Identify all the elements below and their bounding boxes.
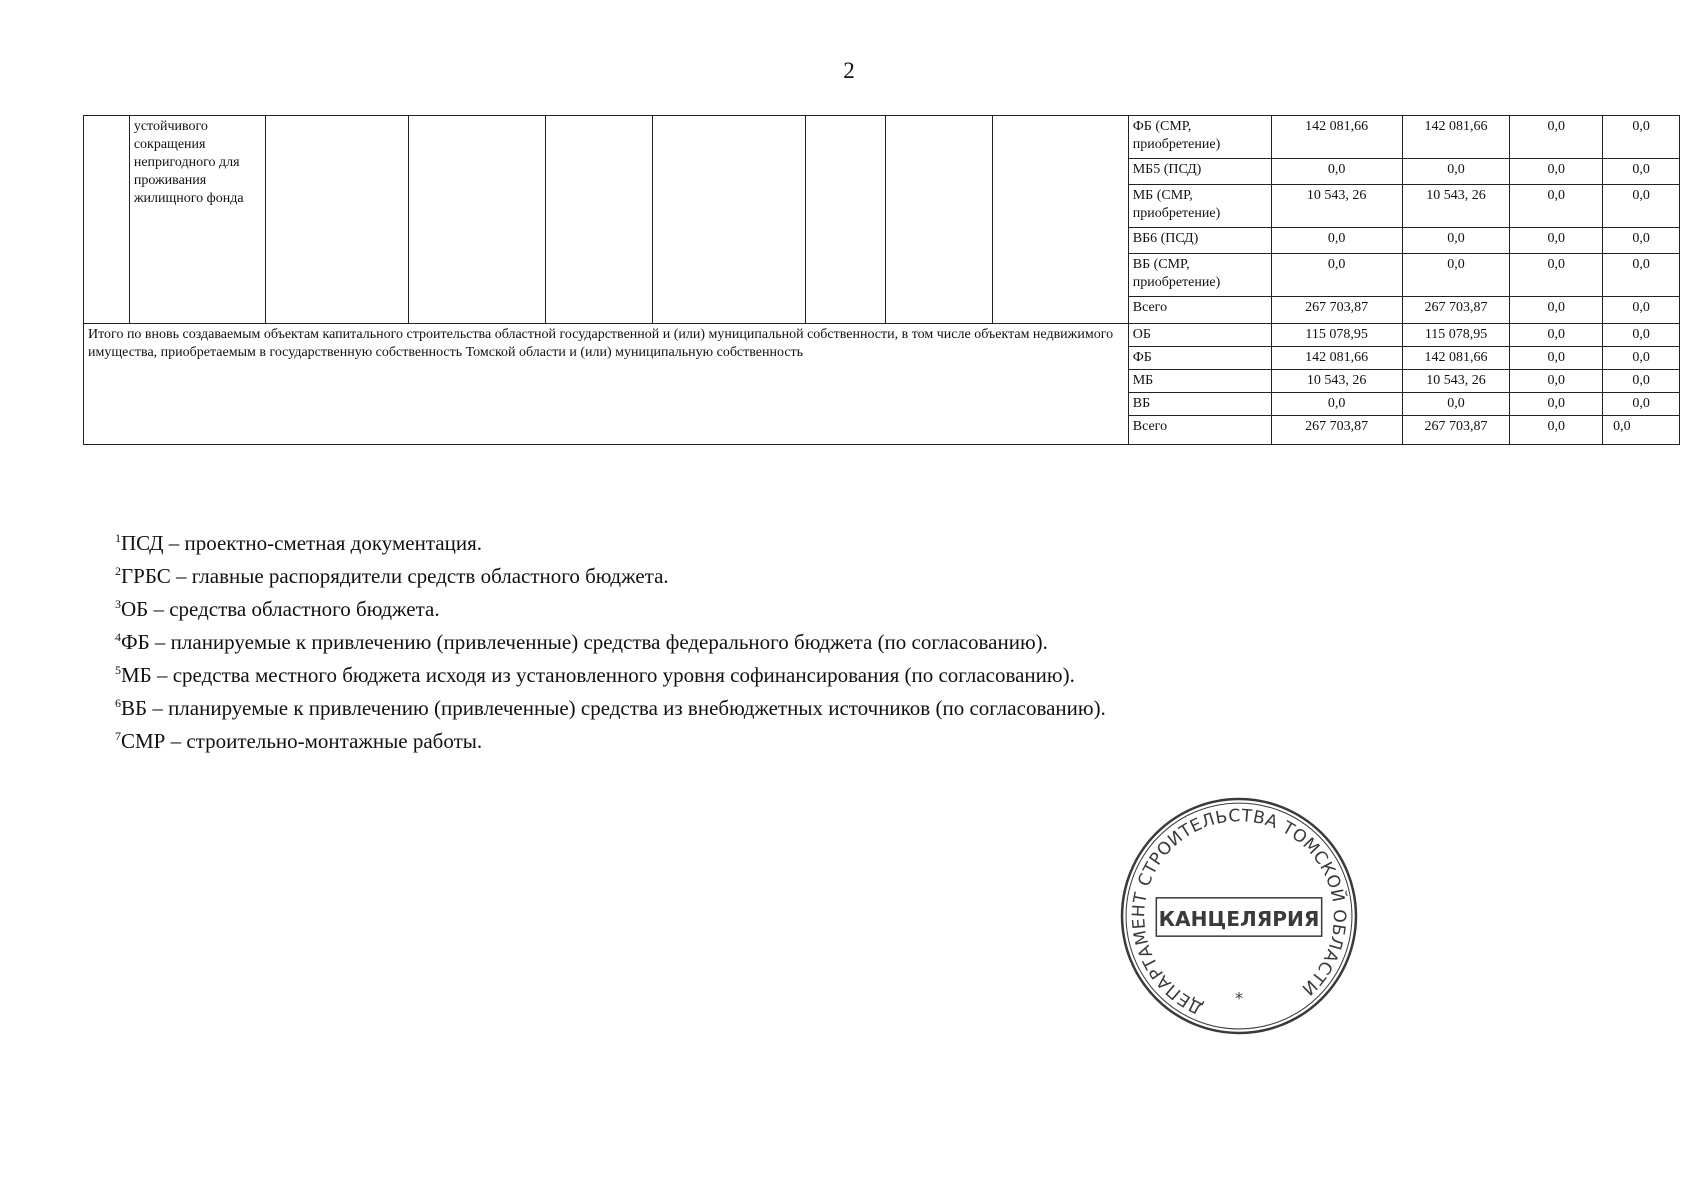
amount-cell: 0,0 xyxy=(1510,347,1603,370)
amount-cell: 10 543, 26 xyxy=(1402,185,1510,228)
amount-cell: 0,0 xyxy=(1603,254,1680,297)
footnote xyxy=(115,689,1106,722)
table-cell xyxy=(653,116,805,324)
footnote xyxy=(115,656,1106,689)
amount-cell: 267 703,87 xyxy=(1271,297,1402,324)
amount-cell: 115 078,95 xyxy=(1402,324,1510,347)
footnote-mark: 1 xyxy=(115,531,121,545)
amount-cell: 0,0 xyxy=(1603,159,1680,185)
amount-cell: 142 081,66 xyxy=(1271,116,1402,159)
funding-source: ФБ xyxy=(1128,347,1271,370)
amount-cell: 0,0 xyxy=(1510,370,1603,393)
footnote-text: ОБ – средства областного бюджета. xyxy=(121,597,440,621)
amount-cell: 0,0 xyxy=(1402,254,1510,297)
table-cell xyxy=(545,116,653,324)
amount-cell: 0,0 xyxy=(1271,254,1402,297)
amount-cell: 0,0 xyxy=(1510,116,1603,159)
footnote-text: ПСД – проектно-сметная документация. xyxy=(121,531,482,555)
summary-label: Итого по вновь создаваемым объектам капитального строительства областной государственной и (или) муниципальной собственности, в том числе объектам недвижимого имущества, приобретаемым в государственную собственность Томской области и (или) муниципальную собственность xyxy=(84,324,1129,445)
footnotes xyxy=(115,524,1106,755)
table-cell xyxy=(993,116,1128,324)
amount-cell: 0,0 xyxy=(1510,159,1603,185)
amount-cell: 0,0 xyxy=(1510,416,1603,445)
footnote-mark: 5 xyxy=(115,663,121,677)
amount-cell: 0,0 xyxy=(1510,228,1603,254)
amount-cell: 0,0 xyxy=(1603,416,1680,445)
footnote-text: МБ – средства местного бюджета исходя из установленного уровня софинансирования (по согласованию). xyxy=(121,663,1075,687)
footnote-mark: 3 xyxy=(115,597,121,611)
amount-cell: 0,0 xyxy=(1603,228,1680,254)
footnote-text: ВБ – планируемые к привлечению (привлеченные) средства из внебюджетных источников (по согласованию). xyxy=(121,696,1106,720)
page-number: 2 xyxy=(843,58,855,83)
amount-cell: 0,0 xyxy=(1510,254,1603,297)
table-cell xyxy=(266,116,409,324)
footnote xyxy=(115,557,1106,590)
amount-cell: 10 543, 26 xyxy=(1271,370,1402,393)
amount-cell: 142 081,66 xyxy=(1271,347,1402,370)
stamp-outer-text: ДЕПАРТАМЕНТ СТРОИТЕЛЬСТВА ТОМСКОЙ ОБЛАСТИ xyxy=(1129,806,1349,1018)
footnote xyxy=(115,722,1106,755)
footnote-mark: 6 xyxy=(115,696,121,710)
funding-source: МБ (СМР, приобретение) xyxy=(1128,185,1271,228)
amount-cell: 0,0 xyxy=(1603,324,1680,347)
amount-cell: 142 081,66 xyxy=(1402,347,1510,370)
object-name: устойчивого сокращения непригодного для проживания жилищного фонда xyxy=(129,116,265,324)
footnote-text: ФБ – планируемые к привлечению (привлеченные) средства федерального бюджета (по согласованию). xyxy=(121,630,1048,654)
footnote-mark: 7 xyxy=(115,729,121,743)
amount-cell: 0,0 xyxy=(1603,297,1680,324)
footnote-text: ГРБС – главные распорядители средств областного бюджета. xyxy=(121,564,669,588)
amount-cell: 0,0 xyxy=(1603,370,1680,393)
amount-cell: 0,0 xyxy=(1510,297,1603,324)
table-cell xyxy=(885,116,993,324)
table-cell xyxy=(84,116,130,324)
amount-cell: 0,0 xyxy=(1510,393,1603,416)
table-cell xyxy=(805,116,885,324)
amount-cell: 267 703,87 xyxy=(1402,297,1510,324)
budget-table xyxy=(83,115,1680,445)
amount-cell: 0,0 xyxy=(1603,185,1680,228)
footnote-text: СМР – строительно-монтажные работы. xyxy=(121,729,483,753)
amount-cell: 0,0 xyxy=(1402,159,1510,185)
table-cell xyxy=(409,116,545,324)
amount-cell: 0,0 xyxy=(1271,228,1402,254)
object-row xyxy=(84,116,1680,159)
funding-source: ВБ6 (ПСД) xyxy=(1128,228,1271,254)
amount-cell: 0,0 xyxy=(1603,393,1680,416)
amount-cell: 0,0 xyxy=(1603,347,1680,370)
summary-row xyxy=(84,324,1680,347)
amount-cell: 267 703,87 xyxy=(1402,416,1510,445)
amount-cell: 0,0 xyxy=(1402,228,1510,254)
amount-cell: 10 543, 26 xyxy=(1271,185,1402,228)
amount-cell: 267 703,87 xyxy=(1271,416,1402,445)
funding-source: ФБ (СМР, приобретение) xyxy=(1128,116,1271,159)
amount-cell: 0,0 xyxy=(1603,116,1680,159)
amount-cell: 0,0 xyxy=(1271,393,1402,416)
funding-source: МБ xyxy=(1128,370,1271,393)
funding-source: МБ5 (ПСД) xyxy=(1128,159,1271,185)
footnote-mark: 2 xyxy=(115,564,121,578)
amount-cell: 0,0 xyxy=(1510,185,1603,228)
footnote-mark: 4 xyxy=(115,630,121,644)
amount-cell: 0,0 xyxy=(1271,159,1402,185)
funding-source: Всего xyxy=(1128,416,1271,445)
funding-source: ВБ xyxy=(1128,393,1271,416)
footnote xyxy=(115,623,1106,656)
stamp-center-text: КАНЦЕЛЯРИЯ xyxy=(1158,907,1320,932)
office-stamp xyxy=(1118,795,1360,1037)
amount-cell: 115 078,95 xyxy=(1271,324,1402,347)
amount-cell: 0,0 xyxy=(1510,324,1603,347)
funding-source: ВБ (СМР, приобретение) xyxy=(1128,254,1271,297)
funding-source: Всего xyxy=(1128,297,1271,324)
amount-cell: 10 543, 26 xyxy=(1402,370,1510,393)
footnote xyxy=(115,524,1106,557)
stamp-star: * xyxy=(1234,988,1244,1008)
footnote xyxy=(115,590,1106,623)
funding-source: ОБ xyxy=(1128,324,1271,347)
amount-cell: 142 081,66 xyxy=(1402,116,1510,159)
amount-cell: 0,0 xyxy=(1402,393,1510,416)
